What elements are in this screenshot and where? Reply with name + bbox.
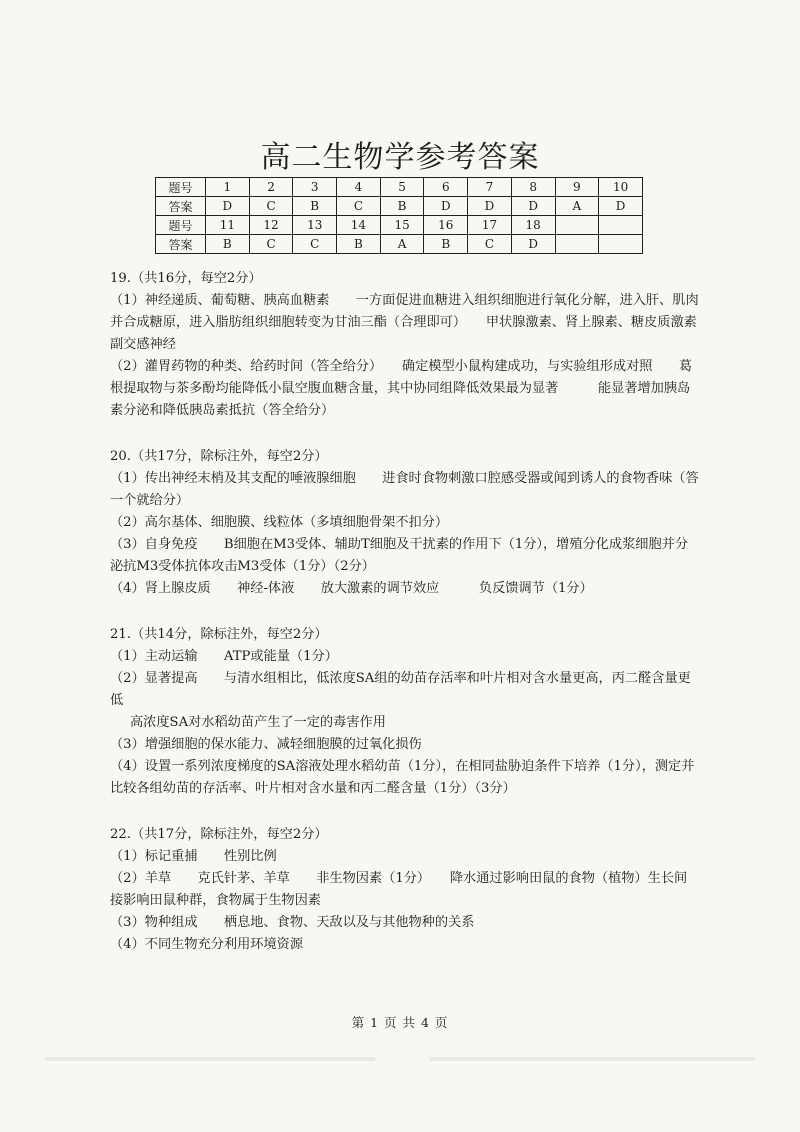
table-cell [599, 235, 643, 254]
table-cell [599, 216, 643, 235]
table-row [156, 197, 643, 216]
table-cell: 7 [468, 178, 512, 197]
table-cell: 6 [424, 178, 468, 197]
answer-line: （3）物种组成 栖息地、食物、天敌以及与其他物种的关系 [110, 915, 475, 930]
table-cell: 15 [380, 216, 424, 235]
table-cell: 4 [337, 178, 381, 197]
table-cell: 11 [206, 216, 250, 235]
table-cell: A [555, 197, 599, 216]
answer-line: （1）传出神经末梢及其支配的唾液腺细胞 进食时食物刺激口腔感受器或闻到诱人的食物香味（答一个就给分） [110, 471, 699, 508]
answer-table [155, 177, 643, 254]
table-cell: 9 [555, 178, 599, 197]
answer-line: （4）肾上腺皮质 神经-体液 放大激素的调节效应 负反馈调节（1分） [110, 581, 593, 596]
table-cell: D [424, 197, 468, 216]
table-cell: 答案 [156, 235, 206, 254]
answer-line: （4）设置一系列浓度梯度的SA溶液处理水稻幼苗（1分），在相同盐胁迫条件下培养（1分），测定并比较各组幼苗的存活率、叶片相对含水量和丙二醛含量（1分）（3分） [110, 759, 695, 796]
table-cell: C [468, 235, 512, 254]
answer-line: （2）灌胃药物的种类、给药时间（答全给分） 确定模型小鼠构建成功，与实验组形成对照 葛根提取物与茶多酚均能降低小鼠空腹血糖含量，其中协同组降低效果最为显著 能显著增加胰岛素分泌和降低胰岛素抵抗（答全给分） [110, 359, 693, 418]
table-cell: D [599, 197, 643, 216]
page-number: 第 1 页 共 4 页 [351, 1015, 449, 1030]
question-heading: 22.（共17分，除标注外，每空2分） [110, 827, 328, 842]
question-21 [110, 624, 700, 800]
table-cell: 14 [337, 216, 381, 235]
table-row [156, 235, 643, 254]
table-cell: 13 [293, 216, 337, 235]
table-cell: D [206, 197, 250, 216]
question-22 [110, 824, 700, 956]
table-cell: 8 [511, 178, 555, 197]
table-cell: 题号 [156, 178, 206, 197]
table-cell: 答案 [156, 197, 206, 216]
table-row [156, 216, 643, 235]
answer-line: （3）增强细胞的保水能力、减轻细胞膜的过氧化损伤 [110, 737, 422, 752]
table-cell: 5 [380, 178, 424, 197]
table-cell: B [337, 235, 381, 254]
scan-edge-right [430, 1057, 755, 1061]
table-cell: B [293, 197, 337, 216]
table-cell: D [511, 197, 555, 216]
answer-line: （3）自身免疫 B细胞在M3受体、辅助T细胞及干扰素的作用下（1分），增殖分化成浆细胞并分泌抗M3受体抗体攻击M3受体（1分）（2分） [110, 537, 689, 574]
table-cell: C [249, 197, 293, 216]
table-cell: 10 [599, 178, 643, 197]
answer-line: （2）高尔基体、细胞膜、线粒体（多填细胞骨架不扣分） [110, 515, 449, 530]
table-cell: C [293, 235, 337, 254]
table-cell: C [337, 197, 381, 216]
table-cell [555, 235, 599, 254]
page-title: 高二生物学参考答案 [260, 140, 540, 175]
answer-line: （4）不同生物充分利用环境资源 [110, 937, 304, 952]
question-heading: 20.（共17分，除标注外，每空2分） [110, 449, 328, 464]
table-cell: D [511, 235, 555, 254]
answer-line: （1）神经递质、葡萄糖、胰高血糖素 一方面促进血糖进入组织细胞进行氧化分解，进入肝、肌肉并合成糖原，进入脂肪组织细胞转变为甘油三酯（合理即可） 甲状腺激素、肾上腺素、糖皮质激素 副交感神经 [110, 293, 724, 352]
table-cell: B [206, 235, 250, 254]
question-heading: 19.（共16分，每空2分） [110, 271, 262, 286]
table-cell: 12 [249, 216, 293, 235]
question-19 [110, 268, 724, 422]
table-cell: 1 [206, 178, 250, 197]
answer-sections [110, 268, 724, 980]
question-heading: 21.（共14分，除标注外，每空2分） [110, 627, 328, 642]
question-20 [110, 446, 700, 600]
table-cell: D [468, 197, 512, 216]
table-cell: 3 [293, 178, 337, 197]
answer-line: （2）显著提高 与清水组相比，低浓度SA组的幼苗存活率和叶片相对含水量更高，丙二醛含量更低 [110, 671, 691, 708]
table-cell: 题号 [156, 216, 206, 235]
answer-line: （1）主动运输 ATP或能量（1分） [110, 649, 338, 664]
table-row [156, 178, 643, 197]
table-cell: 16 [424, 216, 468, 235]
table-cell: C [249, 235, 293, 254]
table-cell: 2 [249, 178, 293, 197]
table-cell: 17 [468, 216, 512, 235]
answer-line: （1）标记重捕 性别比例 [110, 849, 277, 864]
answer-line: 高浓度SA对水稻幼苗产生了一定的毒害作用 [130, 715, 386, 730]
scan-edge-left [45, 1057, 375, 1061]
table-cell: 18 [511, 216, 555, 235]
answer-line: （2）羊草 克氏针茅、羊草 非生物因素（1分） 降水通过影响田鼠的食物（植物）生长间接影响田鼠种群，食物属于生物因素 [110, 871, 688, 908]
table-cell: B [424, 235, 468, 254]
table-cell [555, 216, 599, 235]
table-cell: B [380, 197, 424, 216]
table-cell: A [380, 235, 424, 254]
